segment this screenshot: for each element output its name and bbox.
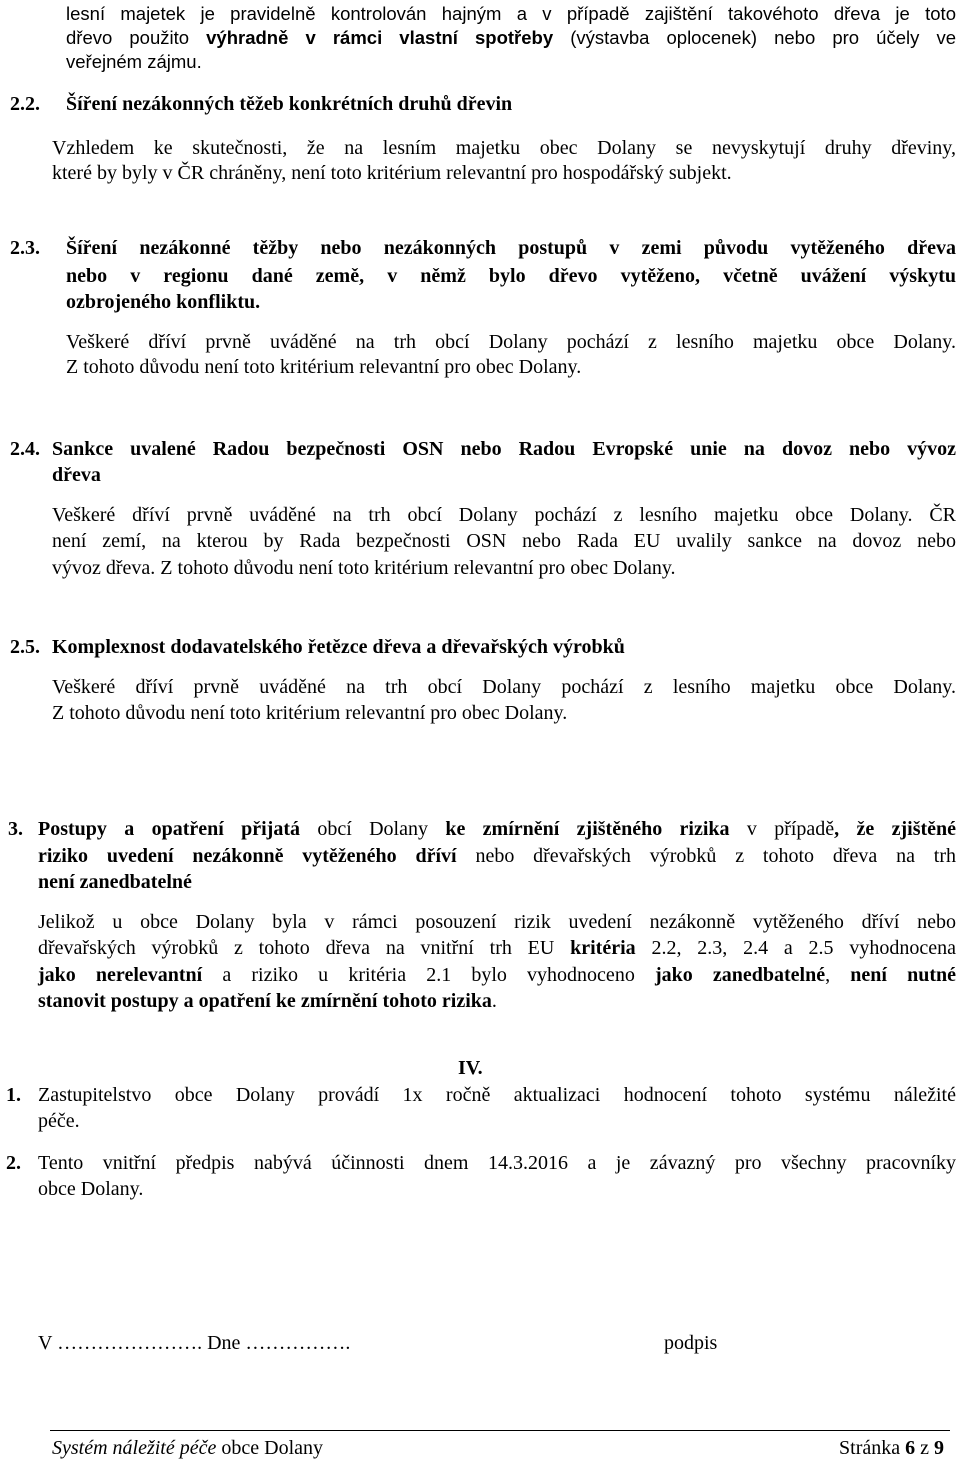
text-run-bold: výhradně v rámci vlastní spotřeby	[206, 27, 554, 48]
text-run: a riziko u kritéria 2.1 bylo vyhodnoceno	[202, 964, 655, 986]
paragraph-line: lesní majetek je pravidelně kontrolován hajným a v případě zajištění takovéhoto dřeva je toto	[66, 3, 956, 24]
text-run-bold: Postupy a opatření přijatá	[38, 818, 301, 840]
footer-title	[52, 1436, 323, 1460]
text-run-bold: není nutné	[850, 964, 957, 986]
signature-place-date: V …………………. Dne …………….	[38, 1332, 351, 1354]
text-run-bold: stanovit postupy a opatření ke zmírnění tohoto rizika	[38, 990, 492, 1012]
text-run-bold: ke zmírnění zjištěného rizika	[445, 818, 730, 840]
text-run: .	[491, 990, 497, 1012]
signature-label: podpis	[664, 1332, 718, 1354]
list-item-line: péče.	[38, 1110, 80, 1132]
paragraph-line: Vzhledem ke skutečnosti, že na lesním majetku obec Dolany se nevyskytují druhy dřeviny,	[52, 137, 956, 159]
paragraph-line	[38, 989, 497, 1013]
text-run-bold: jako nerelevantní	[38, 964, 203, 986]
section-heading-line: není zanedbatelné	[38, 871, 192, 893]
paragraph-line: Veškeré dříví prvně uváděné na trh obcí Dolany pochází z lesního majetku obce Dolany.	[66, 331, 956, 353]
page-of: z	[915, 1437, 934, 1459]
paragraph-line	[38, 936, 956, 960]
paragraph-line	[38, 963, 956, 987]
text-run: obcí Dolany	[300, 818, 446, 840]
section-number: 3.	[8, 818, 23, 840]
paragraph-line	[66, 26, 956, 50]
text-run: (výstavba oplocenek) nebo pro účely ve	[553, 27, 956, 48]
page-word: Stránka	[839, 1437, 906, 1459]
section-heading-line: ozbrojeného konfliktu.	[66, 291, 261, 313]
section-number: 2.4.	[10, 438, 40, 460]
text-run-bold: riziko uvedení nezákonně vytěženého dříví	[38, 845, 457, 867]
footer-title-italic: Systém náležité péče	[52, 1437, 217, 1459]
text-run-bold: jako zanedbatelné	[654, 964, 826, 986]
section-heading-line: dřeva	[52, 464, 101, 486]
page-total: 9	[934, 1437, 944, 1459]
list-item-number: 2.	[6, 1152, 21, 1174]
text-run: 2.2, 2.3, 2.4 a 2.5 vyhodnocena	[635, 937, 956, 959]
section-heading-line: nebo v regionu dané země, v němž bylo dřevo vytěženo, včetně uvážení výskytu	[66, 265, 956, 287]
text-run: dřevo použito	[66, 27, 207, 48]
paragraph-line: Veškeré dříví prvně uváděné na trh obcí Dolany pochází z lesního majetku obce Dolany.	[52, 676, 956, 698]
section-heading: Šíření nezákonných těžeb konkrétních druhů dřevin	[66, 93, 513, 115]
text-run: ,	[825, 964, 851, 986]
section-number: 2.2.	[10, 93, 40, 115]
text-run-bold: , že zjištěné	[834, 818, 957, 840]
page-current: 6	[905, 1437, 916, 1459]
section-heading-line	[38, 817, 956, 841]
paragraph-line: Z tohoto důvodu není toto kritérium relevantní pro obec Dolany.	[66, 356, 582, 378]
footer-title-rest: obce Dolany	[216, 1437, 324, 1459]
text-run: v případě	[729, 818, 835, 840]
chapter-title: IV.	[458, 1057, 483, 1079]
paragraph-line: veřejném zájmu.	[66, 51, 202, 72]
section-number: 2.5.	[10, 636, 40, 658]
list-item-number: 1.	[6, 1084, 21, 1106]
paragraph-line: Jelikož u obce Dolany byla v rámci posouzení rizik uvedení nezákonně vytěženého dříví nebo	[38, 911, 956, 933]
footer-divider	[50, 1430, 950, 1431]
text-run: které by byly v ČR chráněny, není toto kritérium relevantní pro hospodářský subjekt.	[52, 162, 732, 184]
section-number: 2.3.	[10, 237, 40, 259]
paragraph-line: vývoz dřeva. Z tohoto důvodu není toto kritérium relevantní pro obec Dolany.	[52, 557, 676, 579]
paragraph-line: není zemí, na kterou by Rada bezpečnosti OSN nebo Rada EU uvalily sankce na dovoz nebo	[52, 530, 956, 552]
list-item-line: Zastupitelstvo obce Dolany provádí 1x ročně aktualizaci hodnocení tohoto systému náležité	[38, 1084, 956, 1106]
section-heading: Komplexnost dodavatelského řetězce dřeva a dřevařských výrobků	[52, 636, 625, 658]
section-heading-line	[38, 844, 956, 868]
text-run: dřevařských výrobků z tohoto dřeva na vnitřní trh EU	[38, 937, 571, 959]
list-item-line: obce Dolany.	[38, 1178, 144, 1200]
paragraph-line: Z tohoto důvodu není toto kritérium relevantní pro obec Dolany.	[52, 702, 568, 724]
section-heading-line: Sankce uvalené Radou bezpečnosti OSN nebo Radou Evropské unie na dovoz nebo vývoz	[52, 438, 956, 460]
paragraph-line: Veškeré dříví prvně uváděné na trh obcí Dolany pochází z lesního majetku obce Dolany. ČR	[52, 504, 956, 526]
list-item-line: Tento vnitřní předpis nabývá účinnosti dnem 14.3.2016 a je závazný pro všechny pracovníky	[38, 1152, 956, 1174]
paragraph-line	[52, 161, 732, 185]
text-run: nebo dřevařských výrobků z tohoto dřeva na trh	[456, 845, 956, 867]
text-run-bold: kritéria	[570, 937, 636, 959]
page-number	[839, 1436, 944, 1460]
section-heading-line: Šíření nezákonné těžby nebo nezákonných postupů v zemi původu vytěženého dřeva	[66, 237, 956, 259]
